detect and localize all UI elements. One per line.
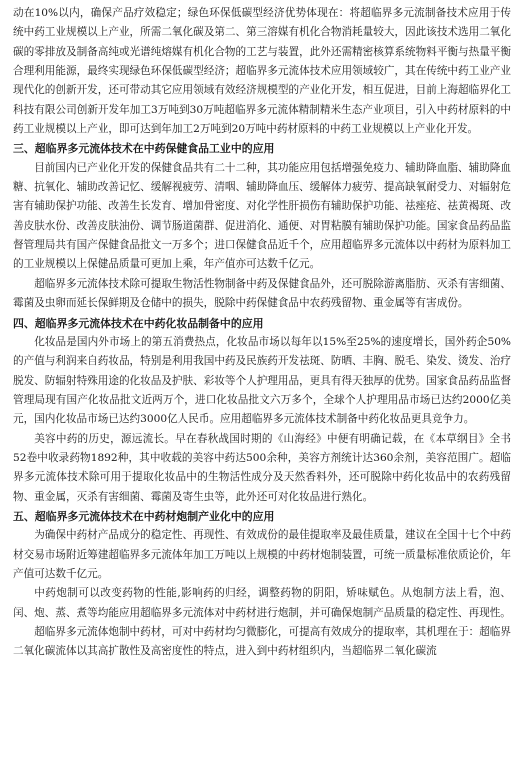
section-heading: 三、超临界多元流体技术在中药保健食品工业中的应用	[13, 142, 275, 156]
paragraph: 目前国内已产业化开发的保健食品共有二十二种，其功能应用包括增强免疫力、辅助降血脂、辅助降血糖、抗氧化、辅助改善记忆、缓解视疲劳、清咽、辅助降血压、缓解体力疲劳、提高缺氧耐受力、对辐射危害有辅助保护功能、改善生长发育、增加骨密度、对化学性肝损伤有辅助保护功能、祛痤疮、祛黄褐斑、改善皮肤水份、改善皮肤油份、调节肠道菌群、促进消化、通便、对胃粘膜有辅助保护功能。国家食品药品监督管理局共有国产保健食品批文一万多个；进口保健食品近千个，应用超临界多元流体以中药材为原料加工的工业规模以上保健品质量可更加上乘，年产值亦可达数千亿元。	[13, 161, 511, 271]
section-heading: 四、超临界多元流体技术在中药化妆品制备中的应用	[13, 316, 264, 330]
paragraph: 超临界多元流体技术除可提取生物活性物制备中药及保健食品外，还可脱除游离脂肪、灭杀有害细菌、霉菌及虫卵而延长保鲜期及仓储中的损失，脱除中药保健食品中农药残留物、重金属等有害成份。	[13, 277, 511, 310]
paragraph: 化妆品是国内外市场上的第五消费热点，化妆品市场以每年以15%至25%的速度增长，国外药企50%的产值与利润来自药妆品，特别是利用我国中药及民族药开发祛斑、防晒、丰胸、脱毛、染发、烫发、治疗脱发、防辐射特殊用途的化妆品及护肤、彩妆等个人护理用品，更具有得天独厚的优势。国家食品药品监督管理局现有国产化妆品批文近两万个，进口化妆品批文六万多个，全球个人护理用品市场已达约2000亿美元，国内化妆品市场已达约3000亿人民币。应用超临界多元流体技术制备中药化妆品更具竞争力。	[13, 335, 511, 426]
paragraph: 为确保中药材产品成分的稳定性、再现性、有效成份的最佳提取率及最佳质量，建议在全国十七个中药材交易市场附近筹建超临界多元流体年加工万吨以上规模的中药材炮制装置，可统一质量标准依质论价，年产值可达数千亿元。	[13, 529, 511, 580]
section-heading: 五、超临界多元流体技术在中药材炮制产业化中的应用	[13, 509, 275, 523]
paragraph: 美容中药的历史，源远流长。早在春秋战国时期的《山海经》中便有明确记载，在《本草纲目》全书52卷中收录药物1892种，其中收载的美容中药达500余种，美容方剂统计达360余剂，美容范围广。超临界多元流体技术除可用于提取化妆品中的生物活性成分及天然香料外，还可脱除中药化妆品中的农药残留物、重金属，灭杀有害细菌、霉菌及寄生虫等，此外还可对化妆品进行熟化。	[13, 432, 511, 503]
paragraph: 超临界多元流体炮制中药材，可对中药材均匀微膨化，可提高有效成分的提取率，其机理在于：超临界二氧化碳流体以其高扩散性及高密度性的特点，进入到中药材组织内，当超临界二氧化碳流	[13, 626, 511, 658]
paragraph: 中药炮制可以改变药物的性能,影响药的归经，调整药物的阴阳，矫味赋色。从炮制方法上看，泡、闰、炮、蒸、煮等均能应用超临界多元流体对中药材进行炮制，并可确保炮制产品质量的稳定性、再现性。	[13, 587, 511, 619]
paragraph: 动在10%以内，确保产品疗效稳定；绿色环保低碳型经济优势体现在：将超临界多元流制备技术应用于传统中药工业规模以上产业，所需二氧化碳及第二、第三溶媒有机化合物消耗量较大，因此该技术选用二氧化碳的零排放及制备高纯或光谱纯熔媒有机化合物的工艺与装置，此外还需精密核算系统物料平衡与热量平衡合理利用能源，最终实现绿色环保低碳型经济；超临界多元流体技术应用领域较广，其在传统中药工业产业现代化的创新开发，还可带动其它应用领域有效经济规模型的产业化开发，相互促进，目前上海超临界化工科技有限公司创新开发年加工3万吨到30万吨超临界多元流体精制精米生态产业项目，引入中药材原料的中药工业规模以上产业，即可达到年加工2万吨到20万吨中药材原料的中药工业规模以上产业化开发。	[13, 7, 511, 136]
